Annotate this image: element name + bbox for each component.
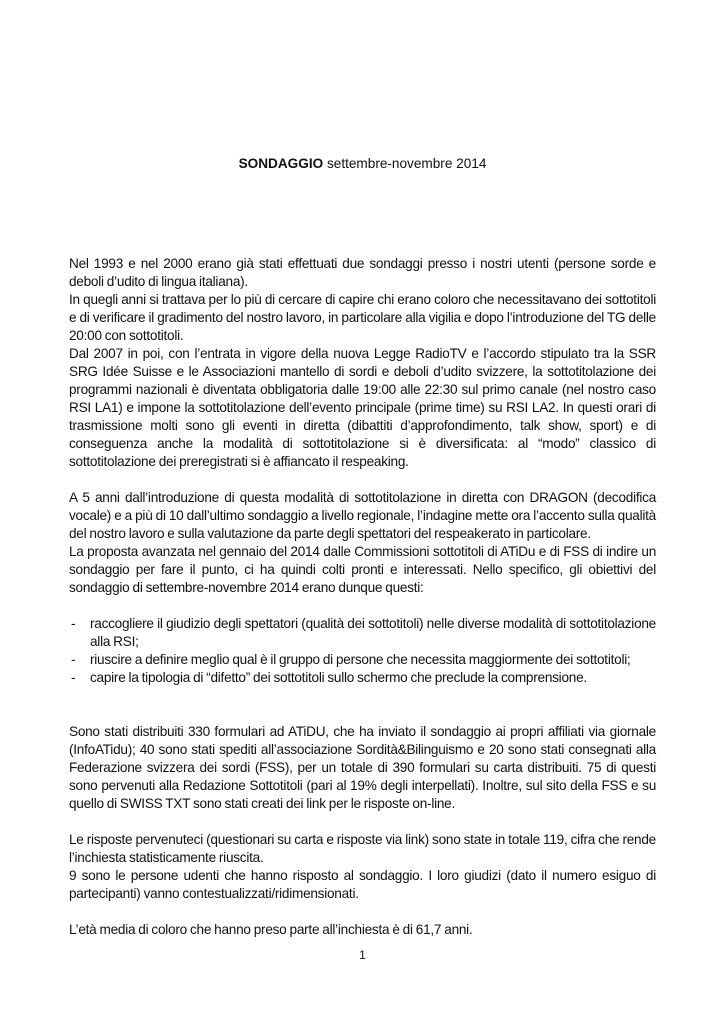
objectives-list	[69, 615, 656, 687]
paragraph-hearing: 9 sono le persone udenti che hanno risposto al sondaggio. I loro giudizi (dato il numero esiguo di partecipanti) vanno contestualizzati/ridimensionati.	[69, 868, 656, 901]
document-title	[0, 155, 725, 173]
paragraph-proposal: La proposta avanzata nel gennaio del 2014 dalle Commissioni sottotitoli di ATiDu e di FSS di indire un sondaggio per fare il punto, ci ha quindi colti pronti e interessati. Nello specifico, gli obiettivi del sondaggio di settembre-novembre 2014 erano dunque questi:	[69, 544, 656, 595]
list-item-text: raccogliere il giudizio degli spettatori (qualità dei sottotitoli) nelle diverse modalità di sottotitolazione alla RSI;	[90, 616, 656, 649]
bullet-dash: -	[71, 670, 76, 685]
bullet-dash: -	[71, 616, 76, 631]
paragraph-dragon: A 5 anni dall’introduzione di questa modalità di sottotitolazione in diretta con DRAGON (decodifica vocale) e a più di 10 dall’ultimo sondaggio a livello regionale, l’indagine mette ora l’accento sulla qualità del nostro lavoro e sulla valutazione da parte degli spettatori del respeakerato in particolare.	[69, 490, 656, 541]
list-item	[69, 615, 656, 651]
list-item-text: capire la tipologia di “difetto” dei sottotitoli sullo schermo che preclude la comprensione.	[90, 670, 587, 685]
list-item	[69, 651, 656, 669]
document-body	[69, 255, 656, 939]
bullet-dash: -	[71, 652, 76, 667]
paragraph-responses: Le risposte pervenuteci (questionari su carta e risposte via link) sono state in totale 119, cifra che rende l’inchiesta statisticamente riuscita.	[69, 832, 656, 865]
spacer	[69, 687, 656, 723]
spacer	[69, 471, 656, 489]
paragraph-age: L’età media di coloro che hanno preso parte all’inchiesta è di 61,7 anni.	[69, 922, 473, 937]
paragraph-distribution: Sono stati distribuiti 330 formulari ad ATiDU, che ha inviato il sondaggio ai propri affiliati via giornale (InfoATidu); 40 sono stati spediti all’associazione Sordità&Bilinguismo e 20 sono stati consegnati alla Federazione svizzera dei sordi (FSS), per un totale di 390 formulari su carta distribuiti. 75 di questi sono pervenuti alla Redazione Sottotitoli (pari al 19% degli interpellati). Inoltre, sul sito della FSS e su quello di SWISS TXT sono stati creati dei link per le risposte on-line.	[69, 724, 656, 811]
paragraph-intro: Nel 1993 e nel 2000 erano già stati effettuati due sondaggi presso i nostri utenti (persone sorde e deboli d’udito di lingua italiana).	[69, 256, 656, 289]
page-number: 1	[359, 948, 366, 962]
paragraph-law: Dal 2007 in poi, con l’entrata in vigore della nuova Legge RadioTV e l’accordo stipulato tra la SSR SRG Idée Suisse e le Associazioni mantello di sordi e deboli d’udito svizzere, la sottotitolazione dei programmi nazionali è diventata obbligatoria dalle 19:00 alle 22:30 sul primo canale (nel nostro caso RSI LA1) e impone la sottotitolazione dell’evento principale (prime time) su RSI LA2. In questi orari di trasmissione molti sono gli eventi in diretta (dibattiti d’approfondimento, talk show, sport) e di conseguenza anche la modalità di sottotitolazione si è diversificata: al “modo” classico di sottotitolazione dei preregistrati si è affiancato il respeaking.	[69, 346, 656, 469]
title-bold: SONDAGGIO	[238, 156, 324, 171]
list-item-text: riuscire a definire meglio qual è il gruppo di persone che necessita maggiormente dei sottotitoli;	[90, 652, 631, 667]
paragraph-history: In quegli anni si trattava per lo più di cercare di capire chi erano coloro che necessitavano dei sottotitoli e di verificare il gradimento del nostro lavoro, in particolare alla vigilia e dopo l’introduzione del TG delle 20:00 con sottotitoli.	[69, 292, 656, 343]
title-rest: settembre-novembre 2014	[323, 156, 487, 171]
spacer	[69, 813, 656, 831]
spacer	[69, 903, 656, 921]
list-item	[69, 669, 656, 687]
spacer	[69, 597, 656, 615]
